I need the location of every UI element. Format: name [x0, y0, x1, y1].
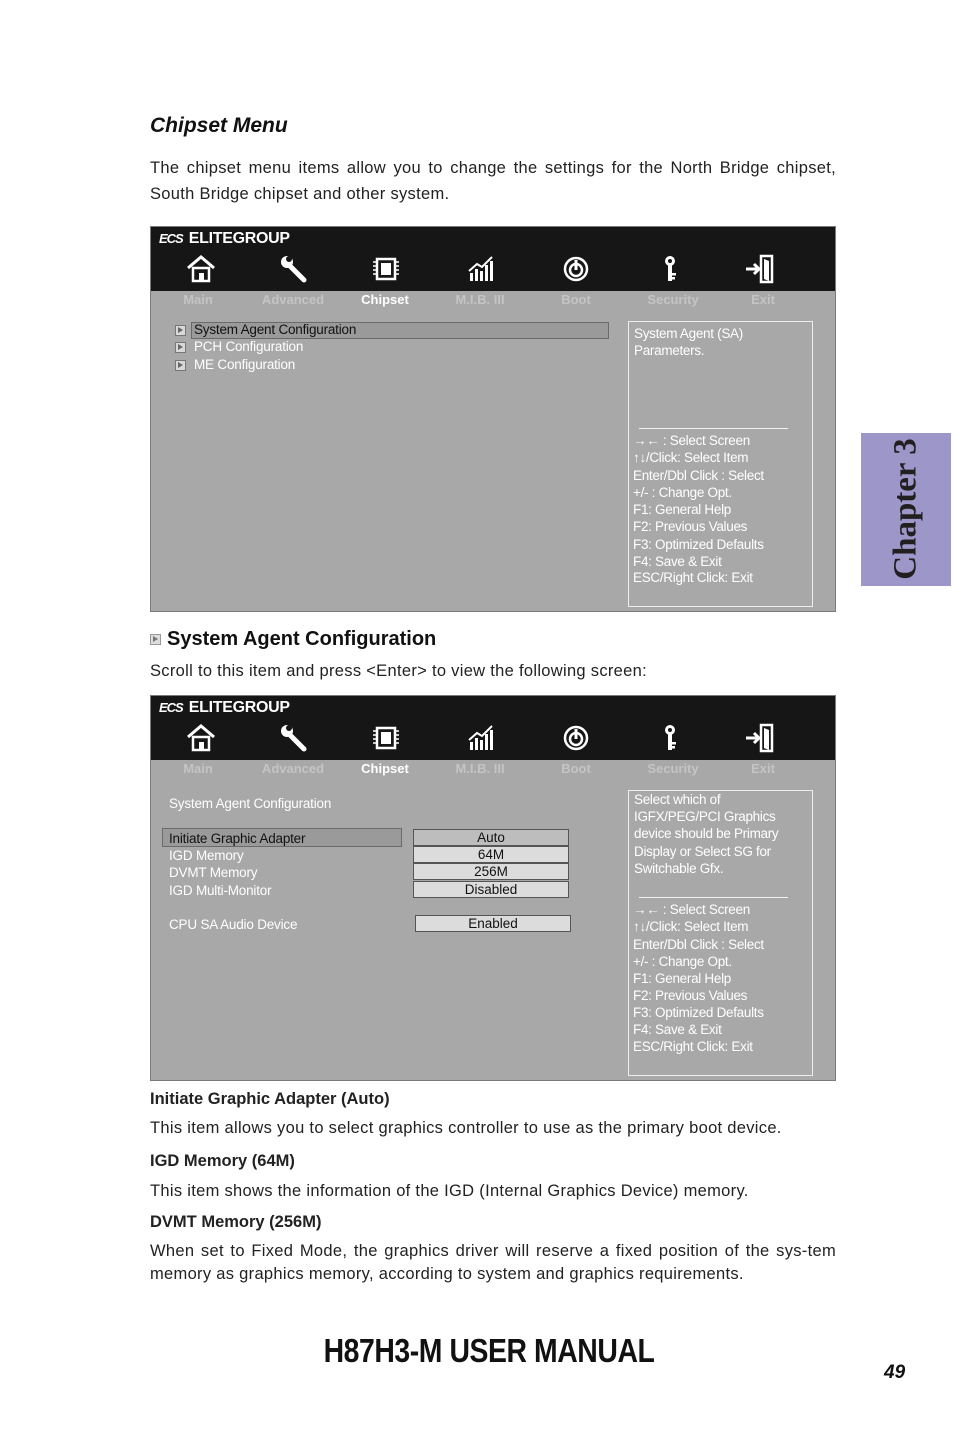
tab-exit[interactable]: Exit [751, 761, 775, 776]
nav-help-line: +/- : Change Opt. [633, 954, 732, 969]
help-divider [639, 897, 788, 898]
tab-security[interactable]: Security [647, 292, 699, 307]
brand-logo: ECS ELITEGROUP [159, 699, 290, 716]
help-text: IGFX/PEG/PCI Graphics [634, 809, 776, 824]
setting-initiate-graphic-adapter[interactable]: Initiate Graphic Adapter [169, 831, 306, 846]
menu-item-system-agent[interactable]: System Agent Configuration [194, 322, 357, 337]
chapter-tab [861, 433, 951, 586]
submenu-arrow-icon [175, 325, 186, 336]
bios-header [151, 227, 835, 291]
brand-logo: ECS ELITEGROUP [159, 230, 290, 247]
manual-title: H87H3-M USER MANUAL [323, 1332, 655, 1369]
tab-advanced[interactable]: Advanced [261, 761, 325, 776]
menu-item-pch[interactable]: PCH Configuration [194, 339, 304, 354]
wrench-icon[interactable] [277, 722, 311, 754]
help-panel [628, 321, 813, 607]
tab-security[interactable]: Security [647, 761, 699, 776]
setting-igd-multi-monitor[interactable]: IGD Multi-Monitor [169, 883, 272, 898]
nav-help-line: F3: Optimized Defaults [633, 537, 764, 552]
exit-icon[interactable] [743, 722, 777, 754]
nav-help-line: F3: Optimized Defaults [633, 1005, 764, 1020]
tab-chipset[interactable]: Chipset [361, 292, 409, 307]
item-description: This item shows the information of the IGD (Internal Graphics Device) memory. [150, 1182, 749, 1200]
key-icon[interactable] [653, 253, 687, 285]
tab-advanced[interactable]: Advanced [261, 292, 325, 307]
value-initiate-graphic-adapter[interactable]: Auto [413, 829, 569, 846]
bios-header [151, 696, 835, 760]
help-divider [639, 428, 788, 429]
tab-mib[interactable]: M.I.B. III [455, 761, 505, 776]
nav-help-line: →← : Select Screen [633, 902, 750, 917]
nav-help-line: ESC/Right Click: Exit [633, 1039, 753, 1054]
section-title: Chipset Menu [150, 114, 288, 137]
power-icon[interactable] [559, 253, 593, 285]
nav-help-line: ESC/Right Click: Exit [633, 570, 753, 585]
power-icon[interactable] [559, 722, 593, 754]
item-heading: DVMT Memory (256M) [150, 1213, 322, 1231]
subsection-title: System Agent Configuration [167, 628, 437, 650]
item-heading: Initiate Graphic Adapter (Auto) [150, 1090, 390, 1108]
help-text: Display or Select SG for [634, 844, 771, 859]
nav-help-line: F4: Save & Exit [633, 554, 722, 569]
help-text: Switchable Gfx. [634, 861, 724, 876]
page-number: 49 [884, 1362, 906, 1383]
nav-help-line: ↑↓/Click: Select Item [633, 919, 749, 934]
bios-screen-system-agent [150, 695, 836, 1081]
nav-help-line: F1: General Help [633, 502, 731, 517]
submenu-arrow-icon [175, 360, 186, 371]
tab-main[interactable]: Main [183, 761, 213, 776]
help-text: device should be Primary [634, 826, 779, 841]
nav-help-line: →← : Select Screen [633, 433, 750, 448]
home-icon[interactable] [184, 722, 218, 754]
setting-igd-memory[interactable]: IGD Memory [169, 848, 244, 863]
subsection-bullet-icon [150, 634, 161, 645]
nav-help-line: Enter/Dbl Click : Select [633, 468, 764, 483]
help-text: Parameters. [634, 343, 705, 358]
tab-mib[interactable]: M.I.B. III [455, 292, 505, 307]
nav-help-line: ↑↓/Click: Select Item [633, 450, 749, 465]
setting-dvmt-memory[interactable]: DVMT Memory [169, 865, 258, 880]
menu-item-me[interactable]: ME Configuration [194, 357, 296, 372]
exit-icon[interactable] [743, 253, 777, 285]
help-text: System Agent (SA) [634, 326, 743, 341]
help-text: Select which of [634, 792, 721, 807]
nav-help-line: +/- : Change Opt. [633, 485, 732, 500]
tab-chipset[interactable]: Chipset [361, 761, 409, 776]
subsection-text: Scroll to this item and press <Enter> to view the following screen: [150, 662, 647, 680]
nav-help-line: F2: Previous Values [633, 988, 748, 1003]
tab-exit[interactable]: Exit [751, 292, 775, 307]
value-dvmt-memory[interactable]: 256M [413, 863, 569, 880]
item-description: When set to Fixed Mode, the graphics driver will reserve a fixed position of the sys-tem memory as graphics memory, according to system and graphics requirements. [150, 1242, 836, 1283]
item-description: This item allows you to select graphics controller to use as the primary boot device. [150, 1119, 782, 1137]
tab-boot[interactable]: Boot [561, 292, 591, 307]
tab-boot[interactable]: Boot [561, 761, 591, 776]
chip-icon[interactable] [369, 253, 403, 285]
nav-help-line: F2: Previous Values [633, 519, 748, 534]
chapter-tab-label: Chapter 3 [887, 438, 924, 580]
chart-icon[interactable] [464, 253, 498, 285]
tab-bar [151, 292, 835, 312]
screen-heading: System Agent Configuration [169, 796, 332, 811]
value-igd-memory[interactable]: 64M [413, 846, 569, 863]
tab-main[interactable]: Main [183, 292, 213, 307]
chart-icon[interactable] [464, 722, 498, 754]
help-panel [628, 790, 813, 1076]
value-igd-multi-monitor[interactable]: Disabled [413, 881, 569, 898]
value-cpu-sa-audio[interactable]: Enabled [415, 915, 571, 932]
wrench-icon[interactable] [277, 253, 311, 285]
tab-bar [151, 761, 835, 781]
item-heading: IGD Memory (64M) [150, 1152, 295, 1170]
key-icon[interactable] [653, 722, 687, 754]
intro-paragraph: The chipset menu items allow you to change the settings for the North Bridge chipset, South Bridge chipset and other system. [150, 159, 836, 203]
bios-screen-chipset [150, 226, 836, 612]
nav-help-line: F1: General Help [633, 971, 731, 986]
setting-cpu-sa-audio[interactable]: CPU SA Audio Device [169, 917, 298, 932]
home-icon[interactable] [184, 253, 218, 285]
nav-help-line: Enter/Dbl Click : Select [633, 937, 764, 952]
chip-icon[interactable] [369, 722, 403, 754]
submenu-arrow-icon [175, 342, 186, 353]
nav-help-line: F4: Save & Exit [633, 1022, 722, 1037]
